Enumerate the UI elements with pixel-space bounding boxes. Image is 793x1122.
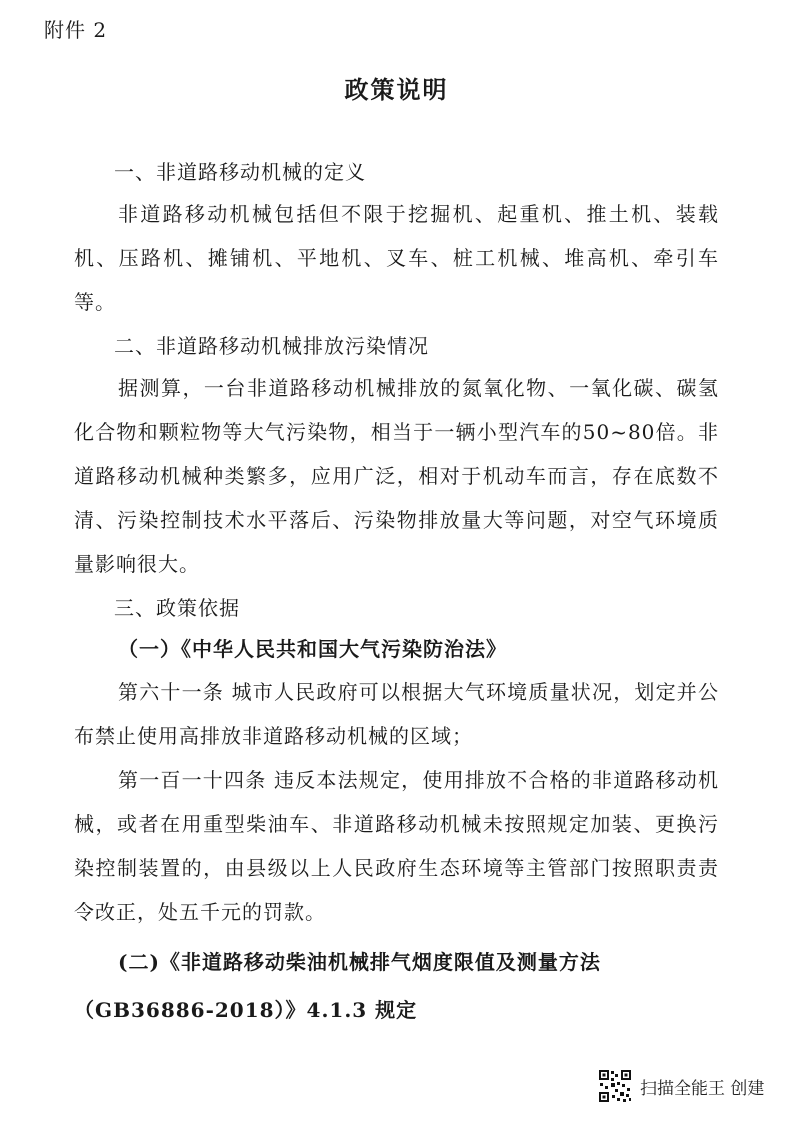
paragraph-definition: 非道路移动机械包括但不限于挖掘机、起重机、推土机、装载机、压路机、摊铺机、平地机、叉车、桩工机械、堆高机、牵引车等。: [74, 202, 719, 314]
subheading-air-pollution-law: （一）《中华人民共和国大气污染防治法》: [118, 637, 507, 661]
paragraph-article-61: 第六十一条 城市人民政府可以根据大气环境质量状况，划定并公布禁止使用高排放非道路移动机械的区域；: [74, 680, 719, 748]
paragraph-pollution: 据测算，一台非道路移动机械排放的氮氧化物、一氧化碳、碳氢化合物和颗粒物等大气污染物，相当于一辆小型汽车的50~80倍。非道路移动机械种类繁多，应用广泛，相对于机动车而言，存在底数不清、污染控制技术水平落后、污染物排放量大等问题，对空气环境质量影响很大。: [74, 376, 719, 576]
scanner-watermark: [598, 1069, 764, 1103]
qr-code-icon: [598, 1069, 632, 1103]
scanner-label: 扫描全能王 创建: [640, 1078, 765, 1099]
document-title: 政策说明: [344, 75, 449, 104]
section-heading-pollution: 二、非道路移动机械排放污染情况: [114, 334, 429, 358]
document-body: [74, 152, 719, 1034]
paragraph-article-114: 第一百一十四条 违反本法规定，使用排放不合格的非道路移动机械，或者在用重型柴油车、非道路移动机械未按照规定加装、更换污染控制装置的，由县级以上人民政府生态环境等主管部门按照职责责令改正，处五千元的罚款。: [74, 768, 719, 924]
section-heading-policy-basis: 三、政策依据: [114, 596, 240, 620]
attachment-label: 附件 2: [44, 18, 108, 42]
section-heading-definition: 一、非道路移动机械的定义: [114, 160, 366, 184]
subheading-gb36886-standard: (二)《非道路移动柴油机械排气烟度限值及测量方法（GB36886-2018）》4.1.3 规定: [74, 950, 601, 1022]
